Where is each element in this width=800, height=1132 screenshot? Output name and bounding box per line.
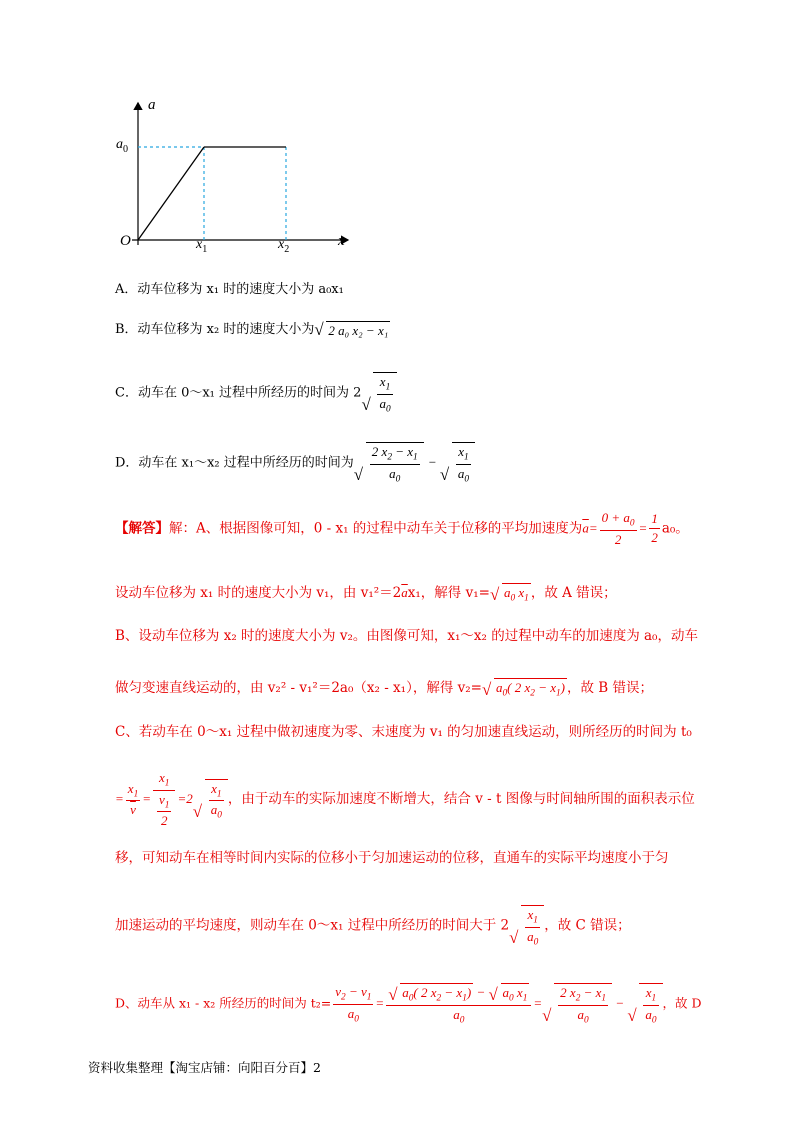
answer-line-2: 设动车位移为 x₁ 时的速度大小为 v₁，由 $v_1^2=2\overline{a}x_1$，解得 v₁= √ $a_0$ $x_1$ ，故 A 错误； bbox=[115, 584, 617, 604]
answer-line-4: 做匀变速直线运动的，由 v₂² - v₁²＝2a₀（x₂ - x₁），解得 v₂= √ $a_0$( 2 $x_2 - x_1$) ，故 B 错误； bbox=[115, 679, 654, 699]
ramp-segment bbox=[138, 147, 204, 240]
option-a: A．动车位移为 x₁ 时的速度大小为 a₀x₁ bbox=[115, 282, 344, 297]
answer-line-6: = $\frac{x_1}{v}$ = $\frac{x_1}{\frac{v_1}{2}}$ =2 √ $\frac{x_1}{a_0}$ ，由于动车的实际加速度不断增大，结合 v - t 图像与时间轴所围的面积表示位 bbox=[115, 770, 695, 829]
answer-line-3: B、设动车位移为 x₂ 时的速度大小为 v₂。由图像可知，x₁～x₂ 的过程中动车的加速度为 a₀，动车 bbox=[115, 628, 698, 644]
answer-line-1: 【解答】解：A、根据图像可知，0 - x₁ 的过程中动车关于位移的平均加速度为$\overline{a}=$ $\frac{0 + a_0}{2}$ = $\frac{1}{2}$ a₀。 bbox=[115, 510, 689, 547]
page-footer: 资料收集整理【淘宝店铺：向阳百分百】2 bbox=[88, 1060, 321, 1075]
x-axis-label: x bbox=[338, 233, 345, 249]
x1-tick-label: $x_1$ bbox=[196, 237, 208, 255]
option-d: D．动车在 x₁～x₂ 过程中所经历的时间为 √ $\frac{2 x_2 - x_1}{a_0}$ − √ $\frac{x_1}{a_0}$ bbox=[115, 442, 475, 484]
a0-tick-label: $a_0$ bbox=[116, 137, 129, 155]
answer-line-5: C、若动车在 0～x₁ 过程中做初速度为零、末速度为 v₁ 的匀加速直线运动，则所经历的时间为 t₀ bbox=[115, 724, 692, 740]
graph-svg bbox=[110, 95, 360, 260]
option-b: B．动车位移为 x₂ 时的速度大小为 √ 2 a₀ x₂ − x₁ bbox=[115, 319, 389, 339]
answer-line-7: 移，可知动车在相等时间内实际的位移小于匀加速运动的位移，直通车的实际平均速度小于匀 bbox=[115, 850, 669, 866]
x2-tick-label: $x_2$ bbox=[278, 237, 290, 255]
answer-line-8: 加速运动的平均速度，则动车在 0～x₁ 过程中所经历的时间大于 2 √ $\frac{x_1}{a_0}$ ，故 C 错误； bbox=[115, 907, 631, 948]
y-axis-label: a bbox=[148, 97, 156, 113]
option-c: C．动车在 0～x₁ 过程中所经历的时间为 2 √ $\frac{x_1}{a_0}$ bbox=[115, 372, 397, 414]
answer-line-9: D、动车从 x₁ - x₂ 所经历的时间为 t₂= $\frac{v_2 - v_1}{a_0}$ = √ $a_0$( 2 $x_2 - x_1$) − √ $a_0$ $x_1$ $a_0$ = √ $\frac{2 x_2 - x_1}{a_0}$ − √ $\frac{x_1}{a_0}$ ，故 D bbox=[115, 984, 702, 1026]
acceleration-position-graph bbox=[110, 95, 360, 260]
origin-label: O bbox=[120, 233, 131, 249]
